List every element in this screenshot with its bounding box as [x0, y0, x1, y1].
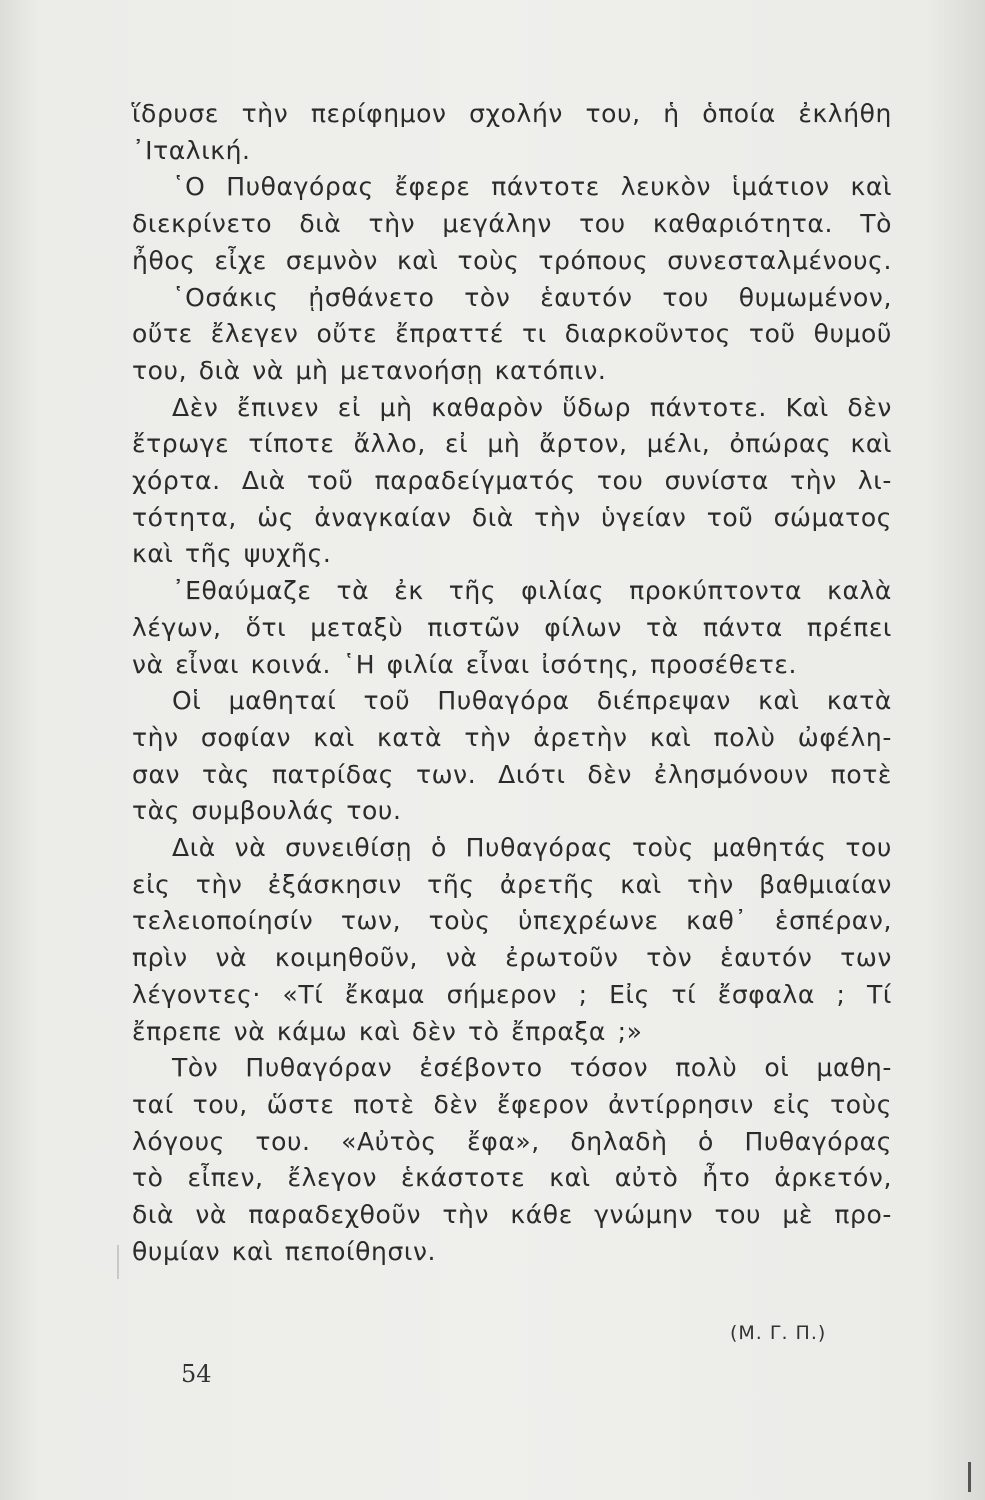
- text-line-23: τελειοποίησίν των, τοὺς ὑπεχρέωνε καθ᾿ ἑσπέραν,: [132, 906, 892, 936]
- text-line-28: ταί του, ὥστε ποτὲ δὲν ἔφερον ἀντίρρησιν εἰς τοὺς: [132, 1089, 892, 1119]
- text-line-7: οὔτε ἔλεγεν οὔτε ἔπραττέ τι διαρκοῦντος τοῦ θυμοῦ: [132, 319, 892, 349]
- text-line-30: τὸ εἶπεν, ἔλεγον ἑκάστοτε καὶ αὐτὸ ἦτο ἀρκετόν,: [132, 1163, 892, 1193]
- text-line-19: σαν τὰς πατρίδας των. Διότι δὲν ἐλησμόνουν ποτὲ: [132, 759, 892, 789]
- text-line-3: ῾Ο Πυθαγόρας ἔφερε πάντοτε λευκὸν ἱμάτιον καὶ: [172, 172, 892, 202]
- text-line-9: Δὲν ἔπινεν εἰ μὴ καθαρὸν ὕδωρ πάντοτε. Καὶ δὲν: [172, 392, 892, 422]
- text-line-21: Διὰ νὰ συνειθίσῃ ὁ Πυθαγόρας τοὺς μαθητάς του: [172, 833, 892, 863]
- text-line-4: διεκρίνετο διὰ τὴν μεγάλην του καθαριότητα. Τὸ: [132, 209, 892, 239]
- text-line-12: τότητα, ὡς ἀναγκαίαν διὰ τὴν ὑγείαν τοῦ σώματος: [132, 502, 892, 532]
- edge-mark: [968, 1462, 971, 1492]
- text-line-15: λέγων, ὅτι μεταξὺ πιστῶν φίλων τὰ πάντα πρέπει: [132, 612, 892, 642]
- text-line-2: ᾿Ιταλική.: [132, 135, 251, 165]
- text-line-27: Τὸν Πυθαγόραν ἐσέβοντο τόσον πολὺ οἱ μαθη-: [172, 1053, 892, 1083]
- author-initials: (Μ. Γ. Π.): [730, 1322, 827, 1344]
- text-line-25: λέγοντες· «Τί ἔκαμα σήμερον ; Εἰς τί ἔσφαλα ; Τί: [132, 979, 892, 1009]
- text-line-18: τὴν σοφίαν καὶ κατὰ τὴν ἀρετὴν καὶ πολὺ ὠφέλη-: [132, 722, 892, 752]
- text-line-6: ῾Οσάκις ᾐσθάνετο τὸν ἑαυτόν του θυμωμένον,: [172, 282, 892, 312]
- text-line-13: καὶ τῆς ψυχῆς.: [132, 539, 332, 569]
- text-line-11: χόρτα. Διὰ τοῦ παραδείγματός του συνίστα τὴν λι-: [132, 466, 892, 496]
- text-line-24: πρὶν νὰ κοιμηθοῦν, νὰ ἐρωτοῦν τὸν ἑαυτόν των: [132, 943, 892, 973]
- text-line-29: λόγους του. «Αὐτὸς ἔφα», δηλαδὴ ὁ Πυθαγόρας: [132, 1126, 892, 1156]
- text-line-10: ἔτρωγε τίποτε ἄλλο, εἰ μὴ ἄρτον, μέλι, ὀπώρας καὶ: [132, 429, 892, 459]
- text-line-5: ἦθος εἶχε σεμνὸν καὶ τοὺς τρόπους συνεσταλμένους.: [132, 245, 892, 275]
- margin-mark: [117, 1245, 119, 1279]
- text-line-26: ἔπρεπε νὰ κάμω καὶ δὲν τὸ ἔπραξα ;»: [132, 1016, 643, 1046]
- text-line-17: Οἱ μαθηταί τοῦ Πυθαγόρα διέπρεψαν καὶ κατὰ: [172, 686, 892, 716]
- text-line-20: τὰς συμβουλάς του.: [132, 796, 402, 826]
- text-line-8: του, διὰ νὰ μὴ μετανοήσῃ κατόπιν.: [132, 355, 607, 385]
- text-line-22: εἰς τὴν ἐξάσκησιν τῆς ἀρετῆς καὶ τὴν βαθμιαίαν: [132, 869, 892, 899]
- body-text: [132, 96, 892, 1271]
- text-line-32: θυμίαν καὶ πεποίθησιν.: [132, 1236, 437, 1266]
- text-line-31: διὰ νὰ παραδεχθοῦν τὴν κάθε γνώμην του μὲ προ-: [132, 1200, 892, 1230]
- text-line-14: ᾿Εθαύμαζε τὰ ἐκ τῆς φιλίας προκύπτοντα καλὰ: [172, 576, 892, 606]
- text-line-1: ἵδρυσε τὴν περίφημον σχολήν του, ἡ ὁποία ἐκλήθη: [132, 99, 892, 128]
- text-line-16: νὰ εἶναι κοινά. ῾Η φιλία εἶναι ἰσότης, προσέθετε.: [132, 649, 798, 679]
- page-number: 54: [181, 1360, 212, 1388]
